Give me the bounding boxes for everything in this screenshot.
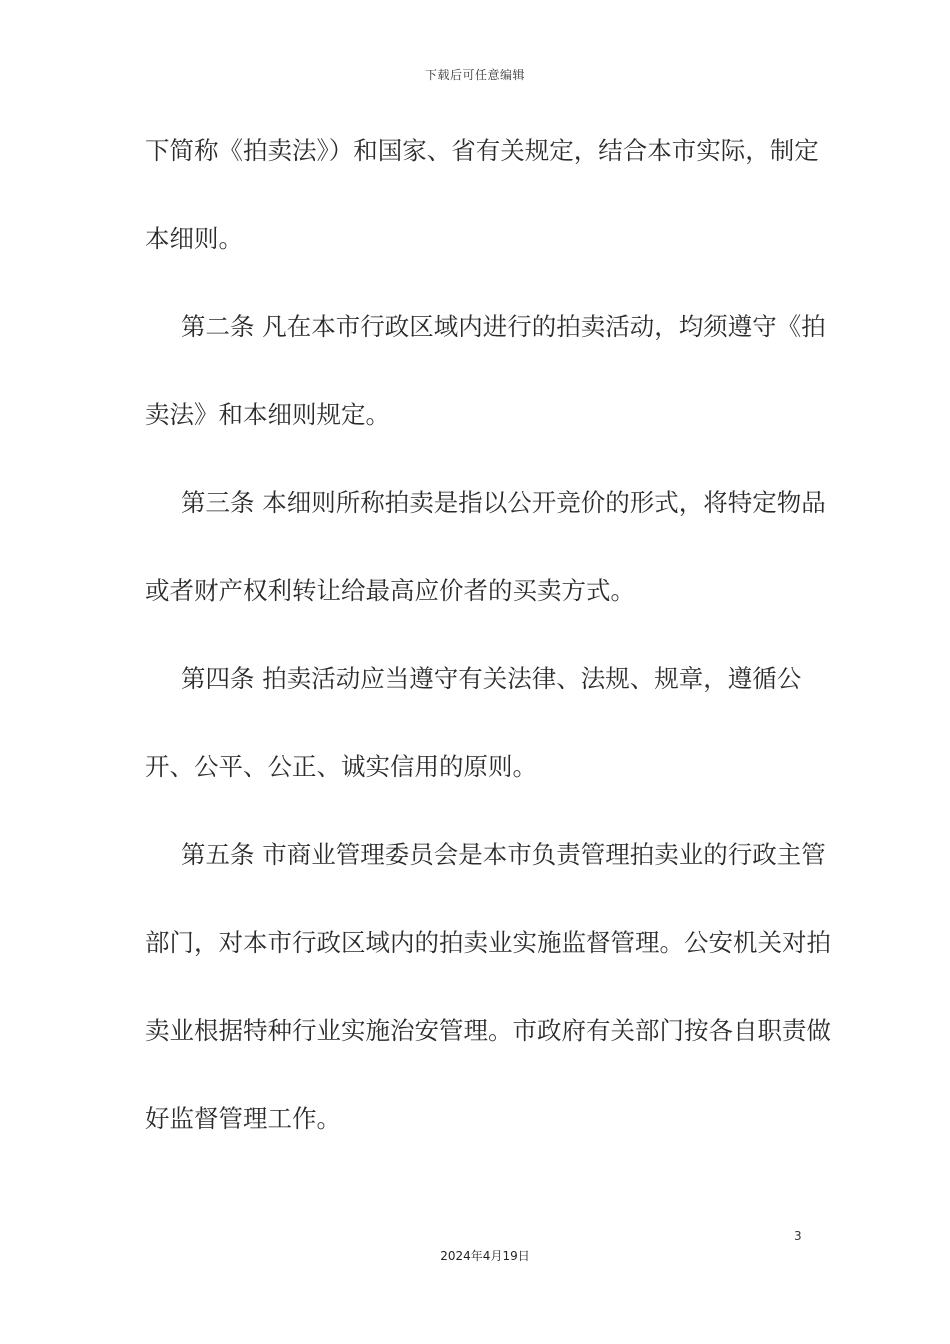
article-2-line: 第二条 凡在本市行政区域内进行的拍卖活动，均须遵守《拍: [181, 312, 826, 341]
page-header: 下载后可任意编辑: [424, 68, 525, 82]
page-footer-date: 2024年4月19日: [440, 1249, 530, 1263]
body-line: 部门，对本市行政区域内的拍卖业实施监督管理。公安机关对拍: [145, 928, 831, 957]
body-line: 下简称《拍卖法》）和国家、省有关规定，结合本市实际，制定: [145, 136, 819, 165]
body-line: 好监督管理工作。: [145, 1104, 341, 1133]
page-number: 3: [794, 1229, 802, 1243]
body-line: 卖业根据特种行业实施治安管理。市政府有关部门按各自职责做: [145, 1016, 831, 1045]
body-line: 本细则。: [145, 224, 243, 253]
body-line: 或者财产权利转让给最高应价者的买卖方式。: [145, 576, 635, 605]
article-3-line: 第三条 本细则所称拍卖是指以公开竞价的形式，将特定物品: [181, 488, 826, 517]
article-5-line: 第五条 市商业管理委员会是本市负责管理拍卖业的行政主管: [181, 840, 826, 869]
document-body: [145, 128, 831, 1184]
body-line: 卖法》和本细则规定。: [145, 400, 390, 429]
body-line: 开、公平、公正、诚实信用的原则。: [145, 752, 537, 781]
article-4-line: 第四条 拍卖活动应当遵守有关法律、法规、规章，遵循公: [181, 664, 802, 693]
